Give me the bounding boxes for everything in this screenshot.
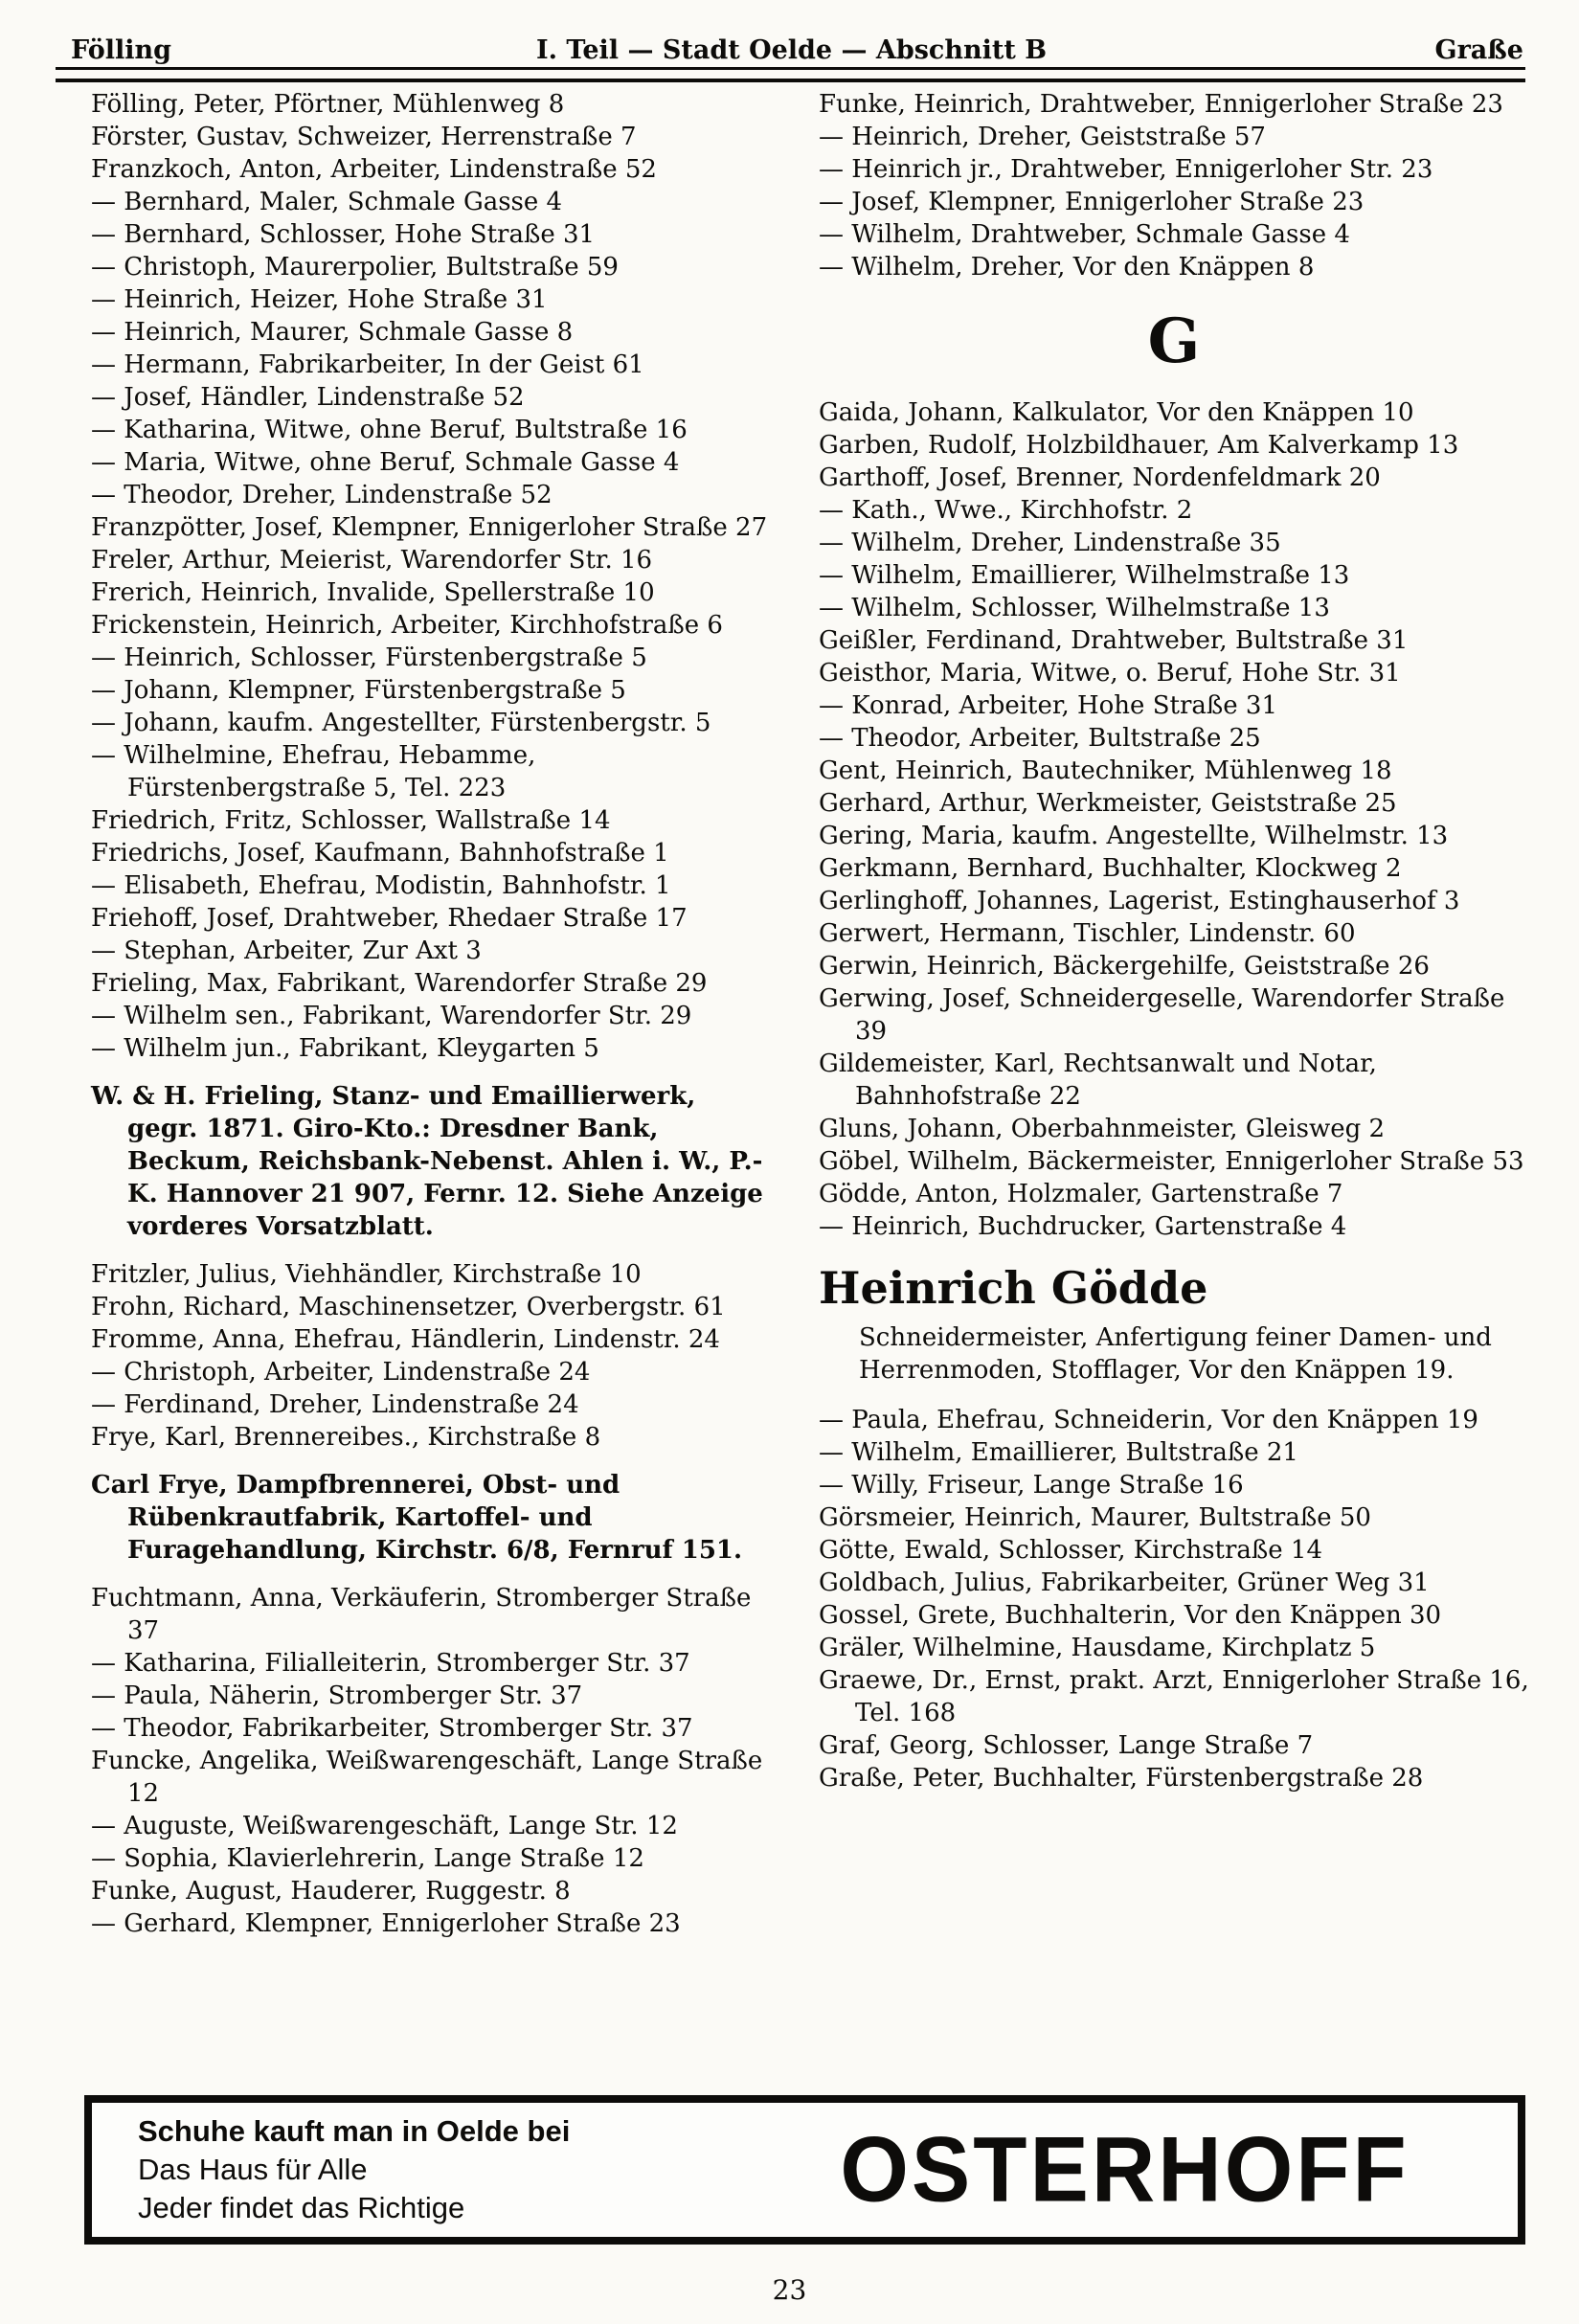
directory-entry: — Theodor, Arbeiter, Bultstraße 25 (819, 724, 1261, 753)
directory-entry: — Paula, Näherin, Stromberger Str. 37 (91, 1681, 583, 1710)
ad-slogan-2: Das Haus für Alle (138, 2153, 368, 2186)
directory-entry: Goldbach, Julius, Fabrikarbeiter, Grüner Weg 31 (819, 1568, 1430, 1597)
directory-entry: — Heinrich, Buchdrucker, Gartenstraße 4 (819, 1212, 1347, 1241)
running-head-left: Fölling (71, 35, 171, 65)
directory-entry: — Konrad, Arbeiter, Hohe Straße 31 (819, 691, 1277, 720)
directory-entry-description: Schneidermeister, Anfertigung feiner Damen- und Herrenmoden, Stofflager, Vor den Knäppen 19. (859, 1323, 1492, 1385)
directory-entry: — Katharina, Filialleiterin, Stromberger Str. 37 (91, 1649, 690, 1678)
page-number: 23 (772, 2274, 807, 2306)
column-left (91, 88, 773, 1940)
directory-entry: Funcke, Angelika, Weißwarengeschäft, Lange Straße 12 (91, 1747, 763, 1808)
directory-entry: Gödde, Anton, Holzmaler, Gartenstraße 7 (819, 1180, 1343, 1208)
directory-entry: — Wilhelm, Drahtweber, Schmale Gasse 4 (819, 220, 1350, 249)
ad-brand: OSTERHOFF (840, 2117, 1410, 2222)
directory-entry: — Josef, Händler, Lindenstraße 52 (91, 383, 525, 412)
directory-entry: — Bernhard, Schlosser, Hohe Straße 31 (91, 220, 596, 249)
directory-entry: Gerlinghoff, Johannes, Lagerist, Estinghauserhof 3 (819, 887, 1460, 915)
directory-entry: — Wilhelm, Dreher, Lindenstraße 35 (819, 529, 1281, 557)
directory-entry: Frickenstein, Heinrich, Arbeiter, Kirchhofstraße 6 (91, 611, 723, 640)
directory-entry: Fritzler, Julius, Viehhändler, Kirchstraße 10 (91, 1260, 642, 1289)
directory-entry: Frieling, Max, Fabrikant, Warendorfer Straße 29 (91, 969, 708, 998)
directory-entry: — Ferdinand, Dreher, Lindenstraße 24 (91, 1390, 579, 1419)
directory-entry: Frohn, Richard, Maschinensetzer, Overbergstr. 61 (91, 1293, 726, 1321)
directory-entry: Geißler, Ferdinand, Drahtweber, Bultstraße 31 (819, 626, 1409, 655)
directory-entry: — Wilhelmine, Ehefrau, Hebamme, Fürstenbergstraße 5, Tel. 223 (91, 741, 536, 802)
directory-entry: Gerwert, Hermann, Tischler, Lindenstr. 60 (819, 919, 1356, 948)
directory-entry: Graße, Peter, Buchhalter, Fürstenbergstraße 28 (819, 1764, 1424, 1793)
directory-entry: Gräler, Wilhelmine, Hausdame, Kirchplatz 5 (819, 1634, 1376, 1662)
directory-entry: Frerich, Heinrich, Invalide, Spellerstraße 10 (91, 578, 655, 607)
directory-entry: Franzkoch, Anton, Arbeiter, Lindenstraße 52 (91, 155, 657, 184)
directory-entry: Fromme, Anna, Ehefrau, Händlerin, Lindenstr. 24 (91, 1325, 720, 1354)
directory-entry: — Auguste, Weißwarengeschäft, Lange Str. 12 (91, 1812, 678, 1840)
directory-entry: — Johann, Klempner, Fürstenbergstraße 5 (91, 676, 626, 705)
directory-entry: Fuchtmann, Anna, Verkäuferin, Stromberger Straße 37 (91, 1584, 752, 1645)
directory-entry: Friehoff, Josef, Drahtweber, Rhedaer Straße 17 (91, 904, 688, 933)
directory-entry: Gerwin, Heinrich, Bäckergehilfe, Geiststraße 26 (819, 952, 1430, 981)
directory-entry: Funke, August, Hauderer, Ruggestr. 8 (91, 1877, 571, 1906)
directory-entry: Funke, Heinrich, Drahtweber, Ennigerloher Straße 23 (819, 90, 1503, 119)
directory-entry: — Heinrich, Heizer, Hohe Straße 31 (91, 285, 548, 314)
column-right (819, 88, 1529, 1794)
directory-entry: Garben, Rudolf, Holzbildhauer, Am Kalverkamp 13 (819, 431, 1459, 460)
directory-entry: Geisthor, Maria, Witwe, o. Beruf, Hohe Str. 31 (819, 659, 1401, 688)
directory-entry: — Wilhelm sen., Fabrikant, Warendorfer Str. 29 (91, 1002, 692, 1030)
directory-entry: — Elisabeth, Ehefrau, Modistin, Bahnhofstr. 1 (91, 871, 671, 900)
directory-entry: — Maria, Witwe, ohne Beruf, Schmale Gasse 4 (91, 448, 680, 477)
directory-entry: — Gerhard, Klempner, Ennigerloher Straße 23 (91, 1909, 681, 1938)
directory-entry: — Josef, Klempner, Ennigerloher Straße 23 (819, 188, 1365, 216)
directory-entry: Götte, Ewald, Schlosser, Kirchstraße 14 (819, 1536, 1323, 1565)
directory-entry: — Heinrich, Schlosser, Fürstenbergstraße 5 (91, 643, 647, 672)
ad-text (138, 2112, 732, 2227)
directory-entry: — Christoph, Arbeiter, Lindenstraße 24 (91, 1358, 591, 1387)
entry-group-heading: Heinrich Gödde (819, 1262, 1208, 1314)
directory-entry: Graf, Georg, Schlosser, Lange Straße 7 (819, 1731, 1314, 1760)
directory-entry: Göbel, Wilhelm, Bäckermeister, Ennigerloher Straße 53 (819, 1147, 1524, 1176)
running-head-right: Graße (1434, 35, 1523, 65)
directory-entry: — Stephan, Arbeiter, Zur Axt 3 (91, 936, 482, 965)
directory-entry: — Wilhelm, Emaillierer, Wilhelmstraße 13 (819, 561, 1350, 590)
directory-entry: Förster, Gustav, Schweizer, Herrenstraße 7 (91, 123, 637, 151)
directory-entry: — Johann, kaufm. Angestellter, Fürstenbergstr. 5 (91, 709, 711, 737)
directory-entry: — Hermann, Fabrikarbeiter, In der Geist 61 (91, 350, 644, 379)
directory-entry-bold: W. & H. Frieling, Stanz- und Emaillierwerk, gegr. 1871. Giro-Kto.: Dresdner Bank, Beckum, Reichsbank-Nebenst. Ahlen i. W., P.-K. Hannover 21 907, Fernr. 12. Siehe Anzeige vorderes Vorsatzblatt. (91, 1082, 763, 1241)
directory-entry: — Willy, Friseur, Lange Straße 16 (819, 1471, 1244, 1500)
ad-slogan-3: Jeder findet das Richtige (138, 2191, 465, 2224)
directory-entry: Görsmeier, Heinrich, Maurer, Bultstraße 50 (819, 1503, 1371, 1532)
directory-entry: Garthoff, Josef, Brenner, Nordenfeldmark 20 (819, 463, 1381, 492)
directory-entry: — Christoph, Maurerpolier, Bultstraße 59 (91, 253, 619, 282)
directory-entry: — Bernhard, Maler, Schmale Gasse 4 (91, 188, 563, 216)
directory-entry: Gildemeister, Karl, Rechtsanwalt und Notar, Bahnhofstraße 22 (819, 1049, 1377, 1111)
header-rule (56, 67, 1525, 82)
directory-entry: — Theodor, Fabrikarbeiter, Stromberger Str. 37 (91, 1714, 693, 1743)
directory-entry: — Heinrich, Maurer, Schmale Gasse 8 (91, 318, 574, 347)
directory-entry: Franzpötter, Josef, Klempner, Ennigerloher Straße 27 (91, 513, 768, 542)
directory-entry-bold: Carl Frye, Dampfbrennerei, Obst- und Rübenkrautfabrik, Kartoffel- und Furagehandlung, Kirchstr. 6/8, Fernruf 151. (91, 1471, 743, 1565)
directory-entry: Frye, Karl, Brennereibes., Kirchstraße 8 (91, 1423, 601, 1452)
directory-entry: Gluns, Johann, Oberbahnmeister, Gleisweg 2 (819, 1115, 1386, 1143)
directory-entry: Friedrichs, Josef, Kaufmann, Bahnhofstraße 1 (91, 839, 669, 868)
directory-entry: Gaida, Johann, Kalkulator, Vor den Knäppen 10 (819, 398, 1414, 427)
directory-entry: Gerhard, Arthur, Werkmeister, Geiststraße 25 (819, 789, 1397, 818)
directory-entry: — Wilhelm jun., Fabrikant, Kleygarten 5 (91, 1034, 599, 1063)
ad-slogan-1: Schuhe kauft man in Oelde bei (138, 2114, 571, 2148)
directory-entry: — Wilhelm, Schlosser, Wilhelmstraße 13 (819, 594, 1330, 622)
directory-entry: — Heinrich jr., Drahtweber, Ennigerloher Str. 23 (819, 155, 1433, 184)
directory-entry: Gering, Maria, kaufm. Angestellte, Wilhelmstr. 13 (819, 822, 1449, 850)
directory-entry: — Heinrich, Dreher, Geiststraße 57 (819, 123, 1266, 151)
directory-entry: Friedrich, Fritz, Schlosser, Wallstraße 14 (91, 806, 611, 835)
section-letter: G (1147, 305, 1201, 377)
directory-entry: — Katharina, Witwe, ohne Beruf, Bultstraße 16 (91, 416, 688, 444)
directory-entry: Gerkmann, Bernhard, Buchhalter, Klockweg 2 (819, 854, 1402, 883)
directory-entry: Gossel, Grete, Buchhalterin, Vor den Knäppen 30 (819, 1601, 1442, 1630)
running-head (59, 23, 1523, 65)
running-head-center: I. Teil — Stadt Oelde — Abschnitt B (535, 35, 1048, 65)
directory-entry: Gent, Heinrich, Bautechniker, Mühlenweg 18 (819, 756, 1392, 785)
directory-entry: — Kath., Wwe., Kirchhofstr. 2 (819, 496, 1193, 525)
directory-entry: — Theodor, Dreher, Lindenstraße 52 (91, 481, 553, 509)
directory-entry: — Sophia, Klavierlehrerin, Lange Straße 12 (91, 1844, 644, 1873)
directory-entry: Graewe, Dr., Ernst, prakt. Arzt, Ennigerloher Straße 16, Tel. 168 (819, 1666, 1529, 1727)
directory-entry: — Paula, Ehefrau, Schneiderin, Vor den Knäppen 19 (819, 1406, 1478, 1434)
directory-entry: Freler, Arthur, Meierist, Warendorfer Str. 16 (91, 546, 653, 575)
directory-entry: — Wilhelm, Emaillierer, Bultstraße 21 (819, 1438, 1298, 1467)
directory-entry: Gerwing, Josef, Schneidergeselle, Warendorfer Straße 39 (819, 984, 1505, 1046)
directory-entry: — Wilhelm, Dreher, Vor den Knäppen 8 (819, 253, 1315, 282)
directory-entry: Fölling, Peter, Pförtner, Mühlenweg 8 (91, 90, 565, 119)
advertisement (84, 2095, 1525, 2245)
